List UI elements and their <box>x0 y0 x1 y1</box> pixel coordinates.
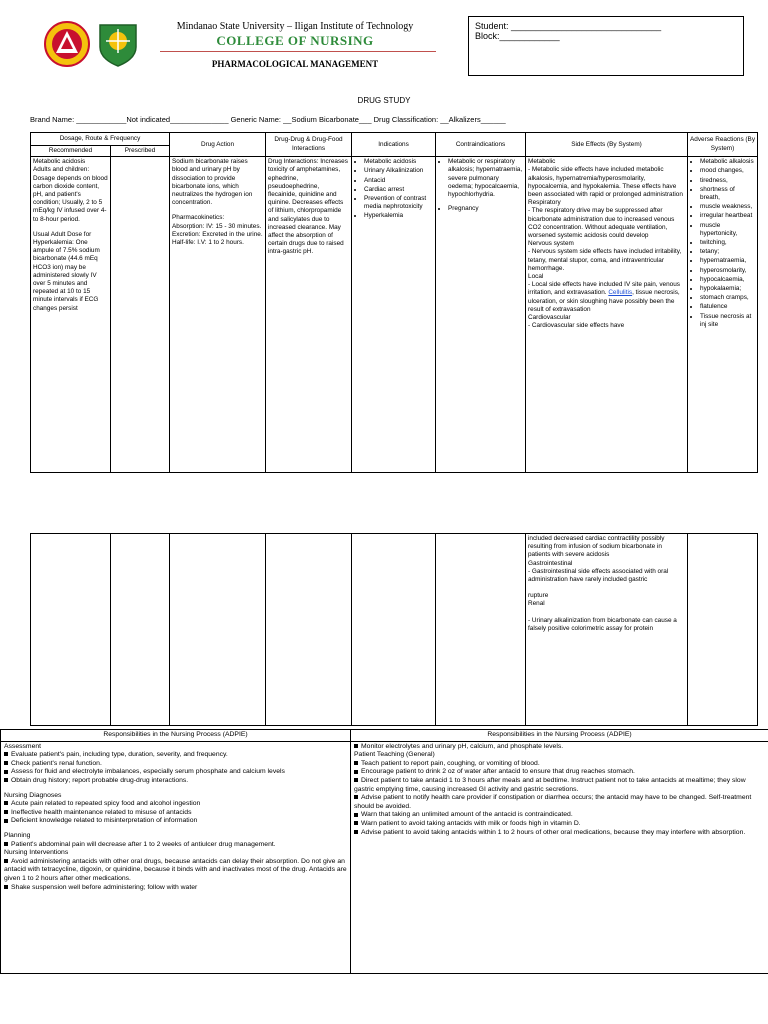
responsibility-item <box>4 884 347 893</box>
bullet-icon <box>354 830 358 834</box>
responsibility-item <box>4 800 347 809</box>
responsibility-text: Evaluate patient's pain, including type, duration, severity, and frequency. <box>11 751 228 759</box>
student-info-box[interactable] <box>468 16 744 76</box>
side-effect-local-text: - Local side effects have included IV site pain, venous irritation, and extravasation. <box>528 281 680 297</box>
responsibility-item <box>354 794 765 811</box>
list-item: • flatulence <box>700 303 755 311</box>
responsibility-text: Advise patient to notify health care provider if constipation or diarrhea occurs; the antacid may have to be changed. Self-treatment should be avoided. <box>354 794 752 810</box>
recommended-dose-hyperkalemia: Usual Adult Dose for Hyperkalemia: One ampule of 7.5% sodium bicarbonate (44.6 mEq HCO3 ion) may be administered slowly IV over 5 minutes and repeated at 10 to 15 minute intervals if ECG changes persist <box>33 230 100 312</box>
list-item: • Hyperkalemia <box>364 212 433 220</box>
responsibility-item <box>354 811 765 820</box>
section-heading: Planning <box>4 831 31 839</box>
bullet-icon <box>354 778 358 782</box>
responsibility-item <box>354 743 765 752</box>
side-effect-system: Renal <box>528 600 545 608</box>
bullet-icon <box>4 885 8 889</box>
responsibility-item <box>354 829 765 838</box>
responsibility-text: Patient's abdominal pain will decrease after 1 to 2 weeks of antiulcer drug management. <box>11 840 276 848</box>
document-title: DRUG STUDY <box>357 96 411 105</box>
side-effect-system: Metabolic <box>528 158 556 166</box>
side-effect-text: - Metabolic side effects have included metabolic alkalosis, hypernatremia/hyperosmolarity, hypocalcemia, and hypokalemia. These effects have been associated with rapid or prolonged administration <box>528 166 683 199</box>
cellulitis-link[interactable]: Cellulitis <box>608 289 633 297</box>
college-seal-logo <box>96 21 140 67</box>
interactions-header: Drug-Drug & Drug-Food Interactions <box>266 133 352 157</box>
indications-header: Indications <box>352 133 436 157</box>
list-item: • muscle hypertonicity, <box>700 222 755 238</box>
interactions-cell-cont <box>266 534 352 726</box>
header-divider <box>160 51 436 52</box>
list-item: • Tissue necrosis at inj site <box>700 313 755 329</box>
responsibility-text: Acute pain related to repeated spicy food and alcohol ingestion <box>11 800 201 808</box>
action-mechanism: Sodium bicarbonate raises blood and urinary pH by dissociation to provide bicarbonate ions, which neutralizes the hydrogen ion concentration. <box>172 158 253 207</box>
responsibility-text: Assess for fluid and electrolyte imbalances, especially serum phosphate and calcium levels <box>11 768 285 776</box>
contraindications-cell-cont <box>436 534 526 726</box>
document-subtitle: PHARMACOLOGICAL MANAGEMENT <box>211 59 379 69</box>
indications-cell <box>352 157 436 473</box>
drug-action-cell-cont <box>170 534 266 726</box>
list-item: • Prevention of contrast media nephrotoxicity <box>364 195 433 211</box>
action-excretion: Excretion: Excreted in the urine. <box>172 230 263 238</box>
side-effect-system: Local <box>528 273 544 281</box>
list-item: • muscle weakness, <box>700 203 755 211</box>
responsibility-item <box>4 777 347 786</box>
list-item: • Urinary Alkalinization <box>364 167 433 175</box>
responsibilities-header-left: Responsibilities in the Nursing Process (ADPIE) <box>1 730 351 742</box>
side-effects-cell-cont <box>526 534 688 726</box>
list-item: • mood changes, <box>700 167 755 175</box>
responsibility-text: Ineffective health maintenance related to misuse of antacids <box>11 808 192 816</box>
dosage-header: Dosage, Route & Frequency <box>31 133 170 146</box>
side-effect-system: Gastrointestinal <box>528 559 573 567</box>
list-item: • hypokalaemia; <box>700 285 755 293</box>
responsibility-text: Encourage patient to drink 2 oz of water after antacid to ensure that drug reaches stomach. <box>361 768 635 776</box>
drug-action-header: Drug Action <box>170 133 266 157</box>
section-heading: Assessment <box>4 742 42 750</box>
college-name: COLLEGE OF NURSING <box>216 33 374 48</box>
adverse-reactions-cell-cont <box>688 534 758 726</box>
list-item: • hyperosmolarity, <box>700 267 755 275</box>
contraindications-cell <box>436 157 526 473</box>
recommended-cell-cont <box>31 534 111 726</box>
drug-study-table-continued <box>30 533 758 726</box>
list-item: • Metabolic alkalosis <box>700 158 755 166</box>
bullet-icon <box>4 778 8 782</box>
recommended-dose-acidosis: Adults and children: Dosage depends on blood carbon dioxide content, pH, and patient's condition; Usually, 2 to 5 mEq/kg IV infused over 4- to 8-hour period. <box>33 166 108 223</box>
bullet-icon <box>4 859 8 863</box>
action-half-life: Half-life: I.V: 1 to 2 hours. <box>172 239 244 247</box>
drug-action-cell <box>170 157 266 473</box>
drug-info-line: Brand Name: ____________Not indicated______________ Generic Name: __Sodium Bicarbonate___ Drug Classification: __Alkalizers______ <box>30 115 506 124</box>
bullet-icon <box>4 810 8 814</box>
responsibility-text: Deficient knowledge related to misinterpretation of information <box>11 817 198 825</box>
interactions-cell: Drug Interactions: Increases toxicity of amphetamines, ephedrine, pseudoephedrine, flecainide, quinidine and quinine. Decreases effects of lithium, chlorpropamide and salicylates due to increased clearance. May affect the absorption of certain drugs due to raised intra-gastric pH. <box>266 157 352 473</box>
prescribed-cell <box>111 157 170 473</box>
side-effect-system: Cardiovascular <box>528 314 571 322</box>
list-item: • hypernatraemia, <box>700 257 755 265</box>
side-effect-text: rupture <box>528 592 549 600</box>
side-effect-text: - Urinary alkalinization from bicarbonate can cause a falsely positive colorimetric assay for protein <box>528 616 677 632</box>
responsibility-item <box>354 760 765 769</box>
list-item: • stomach cramps, <box>700 294 755 302</box>
responsibility-text: Check patient's renal function. <box>11 759 102 767</box>
bullet-icon <box>4 801 8 805</box>
bullet-icon <box>354 795 358 799</box>
bullet-icon <box>354 821 358 825</box>
responsibility-item <box>4 768 347 777</box>
responsibility-item <box>354 820 765 829</box>
adverse-list <box>690 158 755 329</box>
contraindications-header: Contraindications <box>436 133 526 157</box>
nursing-responsibilities-table <box>0 729 768 974</box>
responsibility-item <box>4 751 347 760</box>
list-item: • Pregnancy <box>448 205 523 213</box>
bullet-icon <box>354 770 358 774</box>
list-item: • Metabolic acidosis <box>364 158 433 166</box>
prescribed-cell-cont <box>111 534 170 726</box>
action-absorption: Absorption: IV: 15 - 30 minutes. <box>172 222 262 230</box>
list-item: • Antacid <box>364 177 433 185</box>
list-item: • Cardiac arrest <box>364 186 433 194</box>
list-item: • irregular heartbeat <box>700 212 755 220</box>
adverse-reactions-header: Adverse Reactions (By System) <box>688 133 758 157</box>
bullet-icon <box>4 842 8 846</box>
bullet-icon <box>4 770 8 774</box>
responsibility-text: Direct patient to take antacid 1 to 3 hours after meals and at bedtime. Instruct patient not to take antacids at mealtime; they slow gastric emptying time, causing increased GI activity and gastric secretions. <box>354 776 746 793</box>
bullet-icon <box>354 744 358 748</box>
responsibility-text: Teach patient to report pain, coughing, or vomiting of blood. <box>361 759 540 767</box>
adverse-reactions-cell <box>688 157 758 473</box>
bullet-icon <box>4 752 8 756</box>
university-seal-logo <box>44 21 90 67</box>
side-effect-text: - Cardiovascular side effects have <box>528 322 625 330</box>
bullet-icon <box>354 813 358 817</box>
responsibility-item <box>4 760 347 769</box>
responsibility-text: Warn that taking an unlimited amount of the antacid is contraindicated. <box>361 811 573 819</box>
recommended-header: Recommended <box>31 146 111 157</box>
side-effect-text: included decreased cardiac contractility possibly resulting from infusion of sodium bicarbonate in patients with severe acidosis <box>528 535 665 559</box>
bullet-icon <box>4 761 8 765</box>
side-effects-header: Side Effects (By System) <box>526 133 688 157</box>
side-effect-system: Nervous system <box>528 240 574 248</box>
section-heading: Nursing Interventions <box>4 849 69 857</box>
bullet-icon <box>354 761 358 765</box>
responsibility-text: Shake suspension well before administering; follow with water <box>11 883 198 891</box>
responsibility-item <box>354 777 765 794</box>
contraindications-list <box>438 158 523 213</box>
side-effect-text: - Nervous system side effects have included irritability, tetany, mental stupor, coma, and intraventricular hemorrhage. <box>528 248 682 272</box>
responsibility-item <box>4 841 347 850</box>
side-effects-cell <box>526 157 688 473</box>
side-effect-text: - Gastrointestinal side effects associated with oral administration have rarely included gastric <box>528 567 669 584</box>
responsibilities-left-cell <box>1 741 351 973</box>
indications-list <box>354 158 433 220</box>
list-item: • tetany; <box>700 248 755 256</box>
responsibilities-header-right: Responsibilities in the Nursing Process (ADPIE) <box>351 730 768 742</box>
list-item: • twitching, <box>700 239 755 247</box>
section-heading: Nursing Diagnoses <box>4 791 62 799</box>
side-effect-system: Respiratory <box>528 199 561 207</box>
prescribed-header: Prescribed <box>111 146 170 157</box>
indications-cell-cont <box>352 534 436 726</box>
drug-study-table <box>30 132 758 473</box>
responsibility-item <box>4 809 347 818</box>
side-effect-text: - The respiratory drive may be suppressed after bicarbonate administration due to increased venous CO2 concentration. Without adequate ventilation, worsened systemic acidosis could develop <box>528 207 675 240</box>
university-name: Mindanao State University – Iligan Institute of Technology <box>176 21 414 32</box>
responsibility-text: Avoid administering antacids with other oral drugs, because antacids can delay their absorption. Do not give an antacid with tetracycline, digoxin, or quinidine, because it binds with and inactivates most of the drug. Antacids are given 1 to 2 hours after other medications. <box>4 857 347 882</box>
recommended-cell <box>31 157 111 473</box>
responsibility-text: Monitor electrolytes and urinary pH, calcium, and phosphate levels. <box>361 742 564 750</box>
responsibility-item <box>4 858 347 884</box>
responsibilities-right-cell <box>351 741 768 973</box>
responsibility-item <box>354 768 765 777</box>
student-block-label: Student: ______________________________ Block:____________ <box>475 21 662 41</box>
side-effect-text <box>528 281 685 314</box>
section-heading: Patient Teaching (General) <box>354 751 435 759</box>
responsibility-text: Obtain drug history; report probable drug-drug interactions. <box>11 776 189 784</box>
responsibility-text: Advise patient to avoid taking antacids within 1 to 2 hours of other oral medications, because they may interfere with absorption. <box>361 828 746 836</box>
list-item: • shortness of breath, <box>700 186 755 202</box>
recommended-indication: Metabolic acidosis <box>33 158 86 166</box>
bullet-icon <box>4 819 8 823</box>
responsibility-item <box>4 817 347 826</box>
side-effect-local-text-cont: , tissue necrosis, ulceration, or skin sloughing have possibly been the result of extravasation <box>528 289 680 313</box>
list-item: • Metabolic or respiratory alkalosis; hypernatraemia, severe pulmonary oedema; hypocalcaemia, hypochlorhydria. <box>448 158 523 199</box>
action-pharmacokinetics: Pharmacokinetics: <box>172 214 225 222</box>
list-item: • hypocalcaemia, <box>700 276 755 284</box>
responsibility-text: Warn patient to avoid taking antacids with milk or foods high in vitamin D. <box>361 819 581 827</box>
list-item: • tiredness, <box>700 177 755 185</box>
